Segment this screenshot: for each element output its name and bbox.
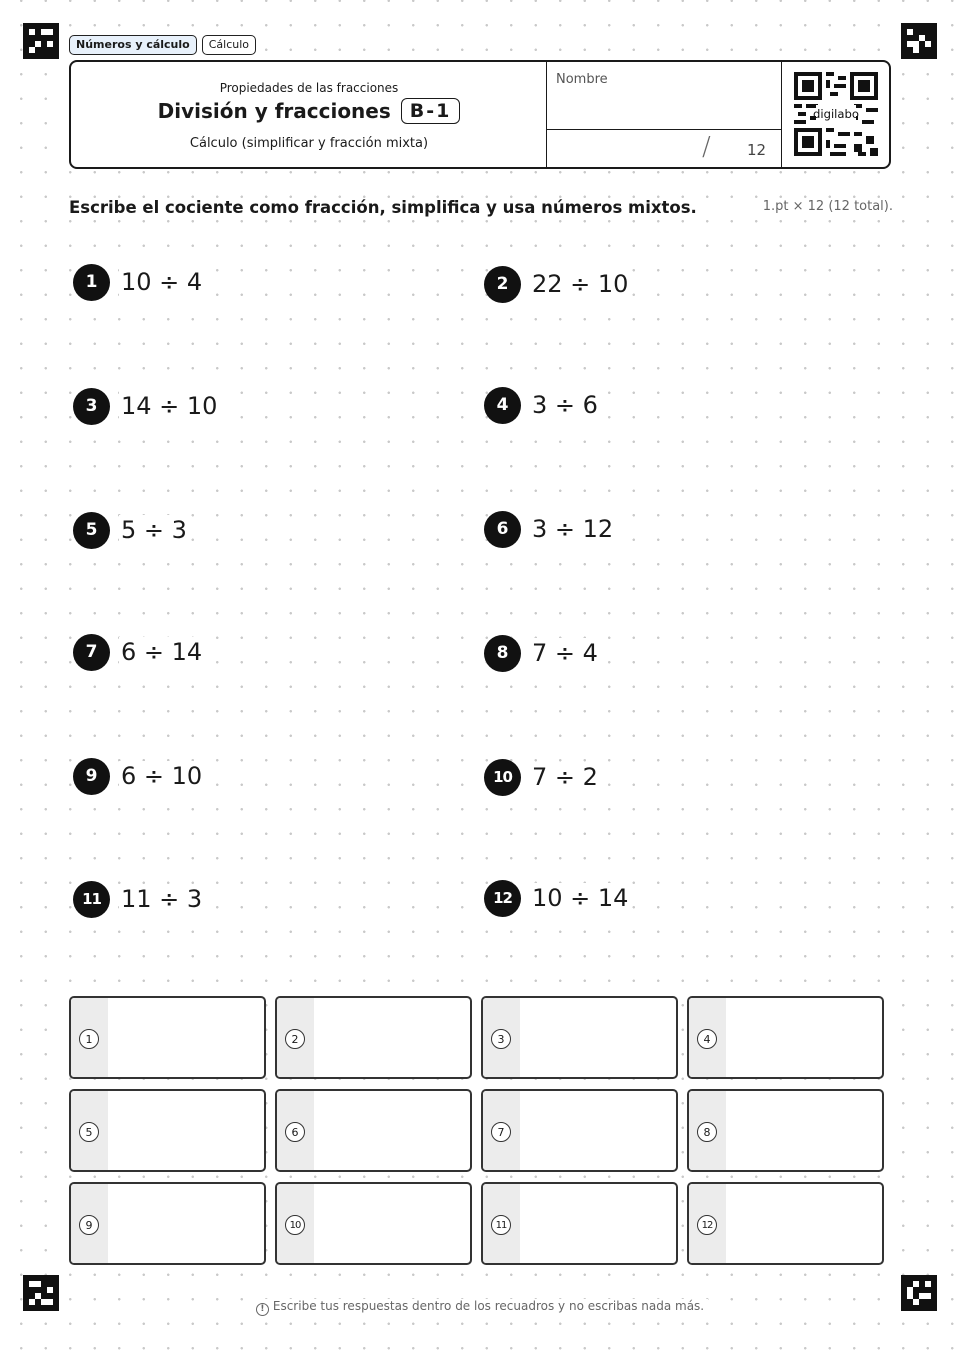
header-title-row <box>71 98 547 124</box>
problem-number: 6 <box>484 511 521 548</box>
problem-10 <box>484 758 600 796</box>
worksheet-header <box>69 60 891 169</box>
tag-calculation: Cálculo <box>202 35 256 55</box>
answer-box-7[interactable] <box>481 1089 678 1172</box>
problem-expression: 10 ÷ 4 <box>121 268 203 296</box>
qr-code-icon <box>794 72 878 156</box>
score-slash: / <box>702 132 711 162</box>
answer-box-8[interactable] <box>687 1089 884 1172</box>
answer-grid <box>69 996 885 1266</box>
answer-box-6[interactable] <box>275 1089 472 1172</box>
answer-number: 1 <box>79 1029 99 1049</box>
problem-number: 8 <box>484 635 521 672</box>
problem-expression: 14 ÷ 10 <box>121 392 218 420</box>
problem-number: 2 <box>484 266 521 303</box>
problem-11 <box>73 880 204 918</box>
info-icon: ! <box>256 1303 269 1316</box>
answer-box-5[interactable] <box>69 1089 266 1172</box>
problem-number: 11 <box>73 881 110 918</box>
problem-12 <box>484 879 630 917</box>
problem-9 <box>73 757 204 795</box>
footer-note <box>0 1299 960 1316</box>
tag-numbers-and-calculation: Números y cálculo <box>69 35 197 55</box>
answer-box-11[interactable] <box>481 1182 678 1265</box>
answer-number: 9 <box>79 1215 99 1235</box>
answer-box-4[interactable] <box>687 996 884 1079</box>
problem-2 <box>484 265 630 303</box>
problem-number: 5 <box>73 512 110 549</box>
answer-box-10[interactable] <box>275 1182 472 1265</box>
answer-number: 2 <box>285 1029 305 1049</box>
problem-expression: 11 ÷ 3 <box>121 885 203 913</box>
problem-expression: 22 ÷ 10 <box>532 270 629 298</box>
score-total: 12 <box>747 141 767 159</box>
problem-number: 7 <box>73 634 110 671</box>
header-subtitle: Propiedades de las fracciones <box>219 81 399 95</box>
problem-number: 9 <box>73 758 110 795</box>
problem-8 <box>484 634 600 672</box>
answer-number: 11 <box>491 1215 511 1235</box>
points-text: 1.pt × 12 (12 total). <box>762 199 893 214</box>
answer-number: 4 <box>697 1029 717 1049</box>
problem-number: 12 <box>484 880 521 917</box>
answer-box-12[interactable] <box>687 1182 884 1265</box>
problem-expression: 6 ÷ 10 <box>121 762 203 790</box>
problem-expression: 5 ÷ 3 <box>121 516 187 544</box>
problem-expression: 10 ÷ 14 <box>532 884 629 912</box>
problem-number: 1 <box>73 264 110 301</box>
answer-box-2[interactable] <box>275 996 472 1079</box>
qr-label: digilabo <box>813 107 859 121</box>
answer-number: 10 <box>285 1215 305 1235</box>
problem-5 <box>73 511 189 549</box>
problem-expression: 6 ÷ 14 <box>121 638 203 666</box>
answer-number: 6 <box>285 1122 305 1142</box>
answer-box-1[interactable] <box>69 996 266 1079</box>
answer-number: 5 <box>79 1122 99 1142</box>
name-divider <box>547 129 781 130</box>
problem-expression: 7 ÷ 4 <box>532 639 598 667</box>
name-label: Nombre <box>556 72 608 87</box>
answer-number: 3 <box>491 1029 511 1049</box>
corner-marker-top-left <box>23 23 59 59</box>
header-description: Cálculo (simplificar y fracción mixta) <box>189 136 429 151</box>
page-title: División y fracciones <box>157 99 391 123</box>
footer-text: Escribe tus respuestas dentro de los recuadros y no escribas nada más. <box>272 1299 705 1313</box>
instruction-text: Escribe el cociente como fracción, simplifica y usa números mixtos. <box>69 198 697 217</box>
answer-box-9[interactable] <box>69 1182 266 1265</box>
problem-6 <box>484 510 615 548</box>
problem-expression: 7 ÷ 2 <box>532 763 598 791</box>
problem-number: 10 <box>484 759 521 796</box>
category-tags <box>69 35 256 55</box>
header-title-block <box>71 62 547 167</box>
corner-marker-top-right <box>901 23 937 59</box>
answer-box-3[interactable] <box>481 996 678 1079</box>
answer-number: 12 <box>697 1215 717 1235</box>
problem-3 <box>73 387 219 425</box>
worksheet-code-badge: B-1 <box>401 98 461 124</box>
problem-7 <box>73 633 204 671</box>
problem-expression: 3 ÷ 12 <box>532 515 614 543</box>
answer-number: 7 <box>491 1122 511 1142</box>
problem-4 <box>484 386 600 424</box>
problem-number: 3 <box>73 388 110 425</box>
name-field-area[interactable] <box>546 62 782 167</box>
answer-number: 8 <box>697 1122 717 1142</box>
problem-number: 4 <box>484 387 521 424</box>
problem-1 <box>73 263 204 301</box>
problem-expression: 3 ÷ 6 <box>532 391 598 419</box>
